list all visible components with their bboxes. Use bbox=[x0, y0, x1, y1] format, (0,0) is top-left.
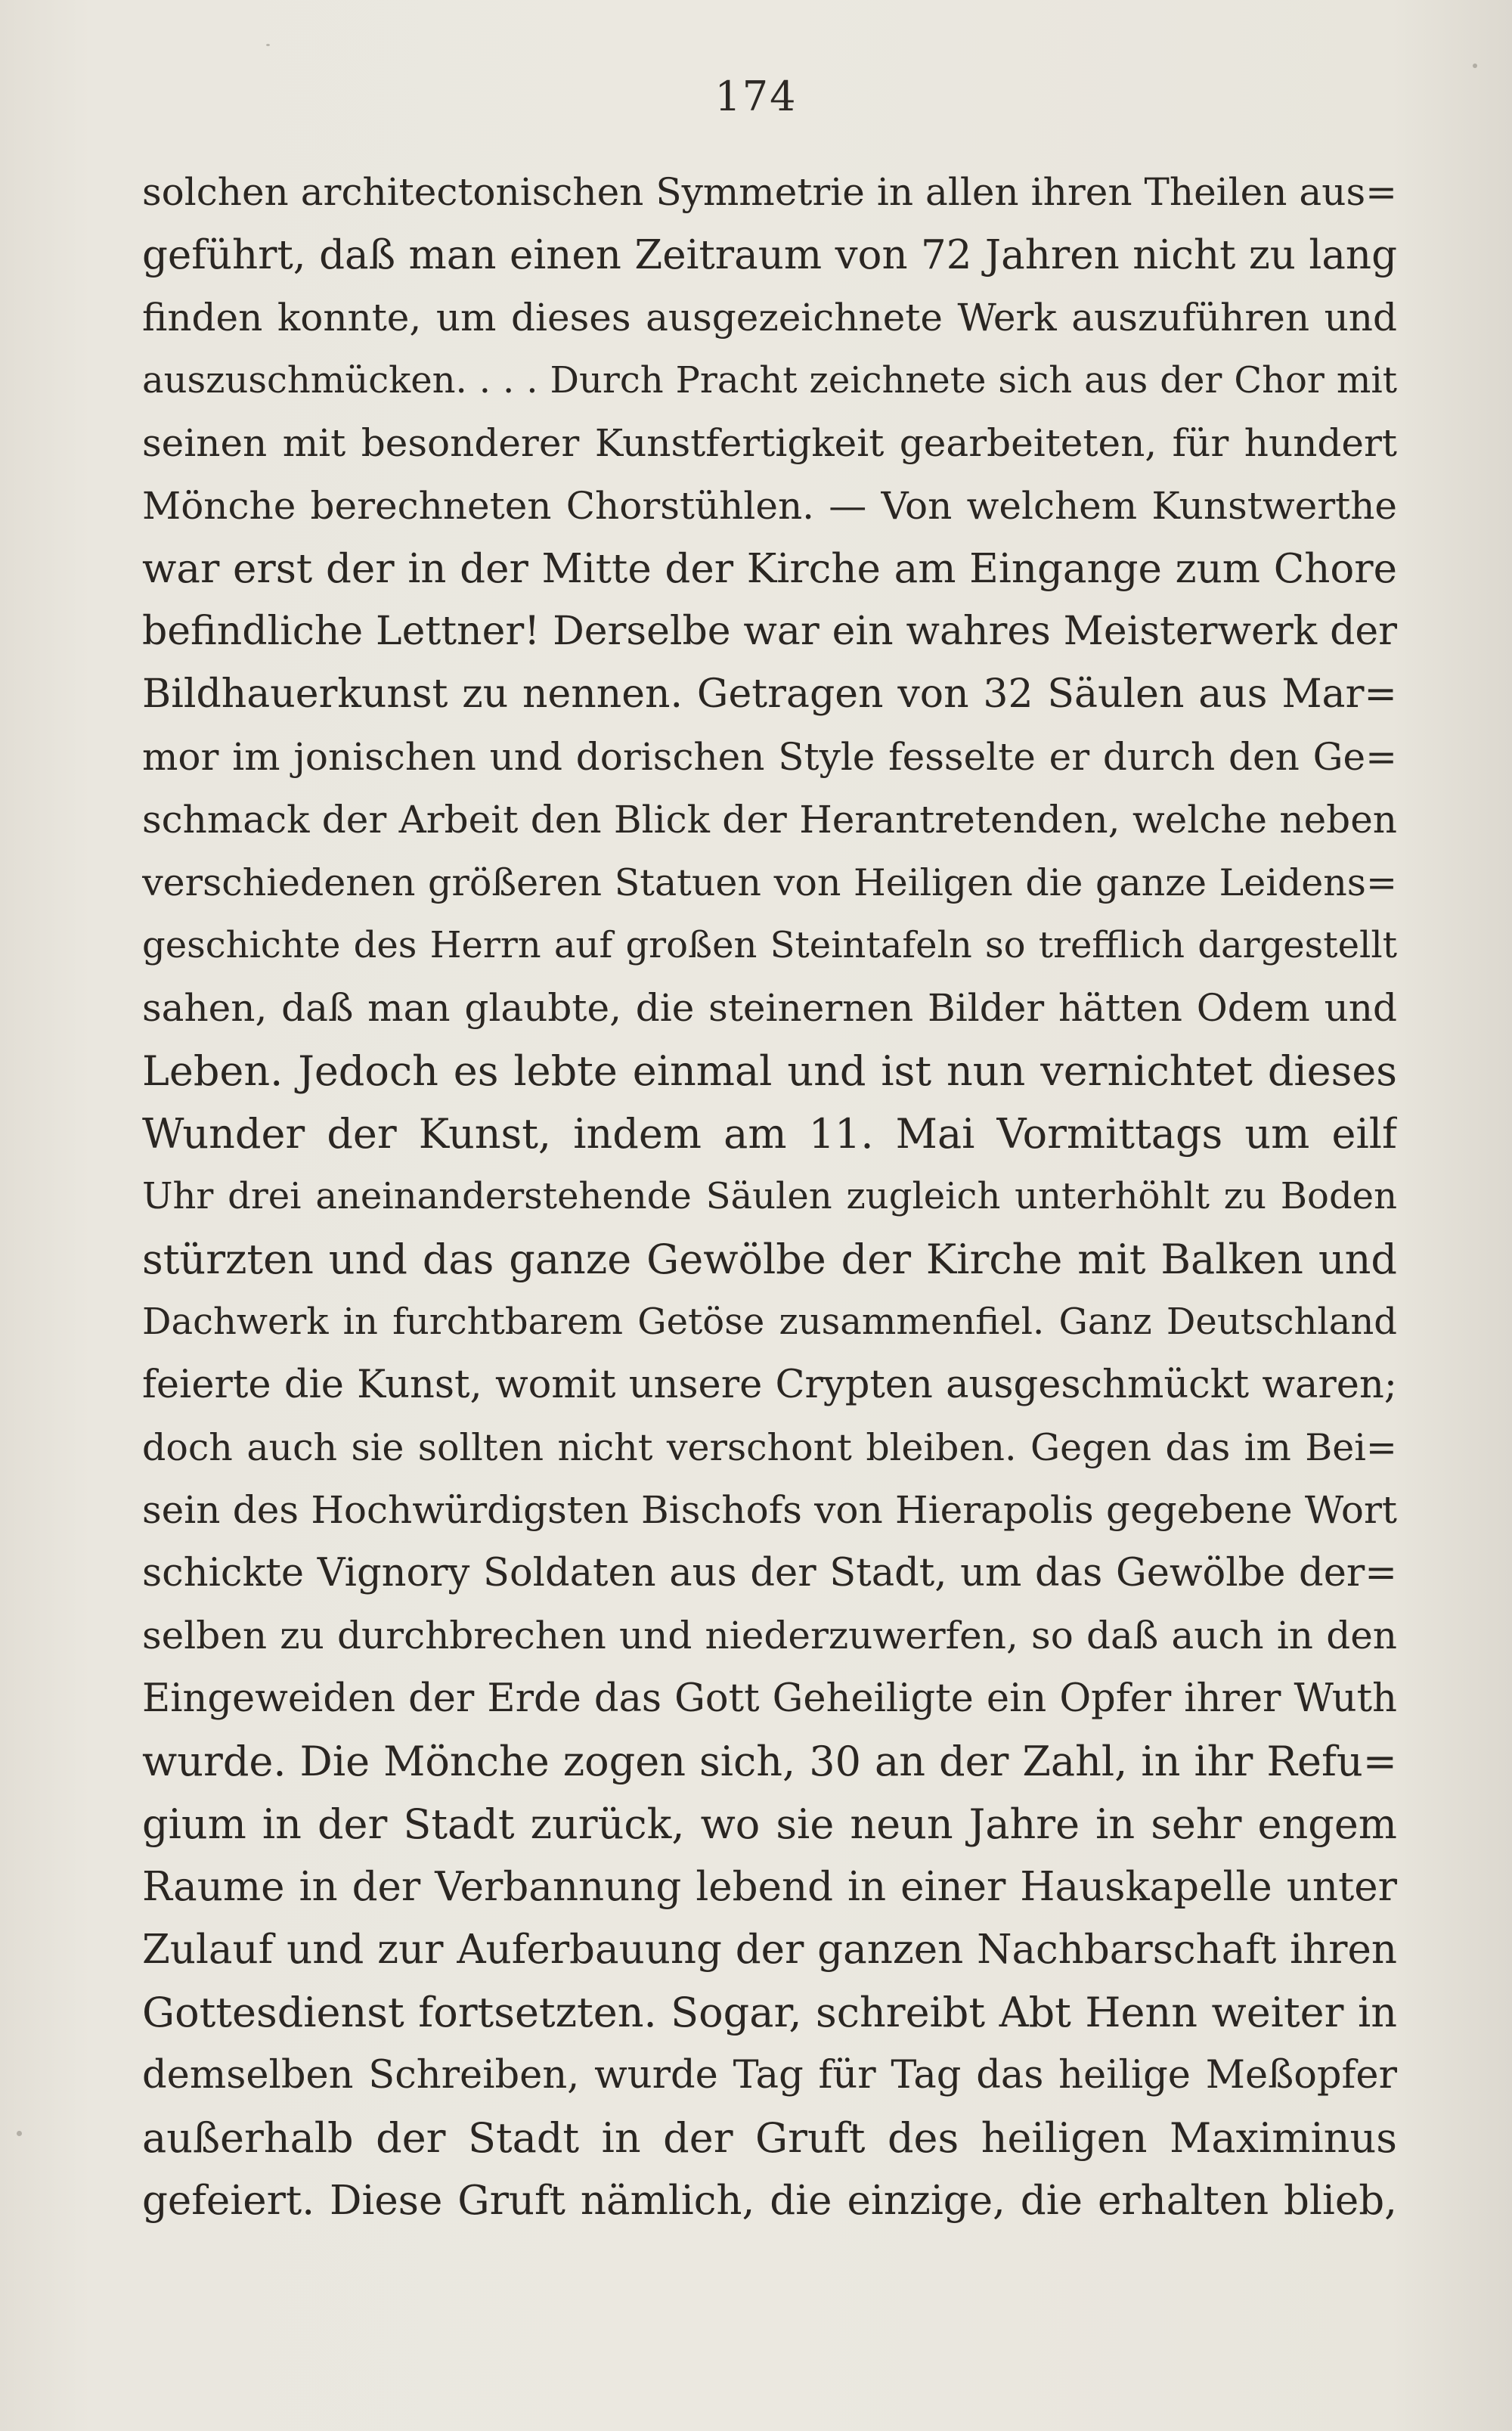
text-line: stürzten und das ganze Gewölbe der Kirche mit Balken und bbox=[142, 1236, 1397, 1283]
text-line: sahen, daß man glaubte, die steinernen Bilder hätten Odem und bbox=[142, 986, 1397, 1030]
text-line: selben zu durchbrechen und niederzuwerfen, so daß auch in den bbox=[142, 1614, 1397, 1657]
text-line: Uhr drei aneinanderstehende Säulen zugleich unterhöhlt zu Boden bbox=[142, 1175, 1397, 1217]
text-line: Zulauf und zur Auferbauung der ganzen Nachbarschaft ihren bbox=[142, 1927, 1397, 1973]
text-line: solchen architectonischen Symmetrie in allen ihren Theilen aus= bbox=[142, 170, 1397, 214]
text-line: war erst der in der Mitte der Kirche am Eingange zum Chore bbox=[142, 546, 1397, 592]
body-text bbox=[142, 161, 1397, 2232]
text-line: Mönche berechneten Chorstühlen. — Von welchem Kunstwerthe bbox=[142, 484, 1397, 528]
text-line: schmack der Arbeit den Blick der Herantretenden, welche neben bbox=[142, 798, 1397, 842]
text-line: befindliche Lettner! Derselbe war ein wahres Meisterwerk der bbox=[142, 609, 1397, 654]
text-line: sein des Hochwürdigsten Bischofs von Hierapolis gegebene Wort bbox=[142, 1488, 1397, 1532]
paper-speck bbox=[266, 44, 270, 46]
text-line: verschiedenen größeren Statuen von Heiligen die ganze Leidens= bbox=[142, 861, 1397, 904]
text-line: auszuschmücken. . . . Durch Pracht zeichnete sich aus der Chor mit bbox=[142, 359, 1397, 402]
text-line: seinen mit besonderer Kunstfertigkeit gearbeiteten, für hundert bbox=[142, 421, 1397, 465]
page-number: 174 bbox=[714, 73, 798, 120]
text-line: gefeiert. Diese Gruft nämlich, die einzige, die erhalten blieb, bbox=[142, 2178, 1397, 2224]
text-line: Leben. Jedoch es lebte einmal und ist nun vernichtet dieses bbox=[142, 1047, 1397, 1095]
text-line: außerhalb der Stadt in der Gruft des heiligen Maximinus bbox=[142, 2114, 1397, 2162]
text-line: mor im jonischen und dorischen Style fesselte er durch den Ge= bbox=[142, 735, 1397, 779]
text-line: Eingeweiden der Erde das Gott Geheiligte ein Opfer ihrer Wuth bbox=[142, 1676, 1397, 1721]
paper-speck bbox=[17, 2131, 22, 2136]
text-line: Wunder der Kunst, indem am 11. Mai Vormittags um eilf bbox=[142, 1110, 1397, 1158]
text-line: Raume in der Verbannung lebend in einer Hauskapelle unter bbox=[142, 1864, 1397, 1910]
text-line: Bildhauerkunst zu nennen. Getragen von 32 Säulen aus Mar= bbox=[142, 671, 1397, 717]
text-line: doch auch sie sollten nicht verschont bleiben. Gegen das im Bei= bbox=[142, 1426, 1397, 1469]
text-line: Gottesdienst fortsetzten. Sogar, schreibt Abt Henn weiter in bbox=[142, 1989, 1397, 2036]
text-line: demselben Schreiben, wurde Tag für Tag das heilige Meßopfer bbox=[142, 2053, 1397, 2098]
text-line: feierte die Kunst, womit unsere Crypten ausgeschmückt waren; bbox=[142, 1363, 1397, 1407]
text-line: wurde. Die Mönche zogen sich, 30 an der Zahl, in ihr Refu= bbox=[142, 1738, 1397, 1785]
text-line: schickte Vignory Soldaten aus der Stadt, um das Gewölbe der= bbox=[142, 1551, 1397, 1595]
text-line: gium in der Stadt zurück, wo sie neun Jahre in sehr engem bbox=[142, 1800, 1397, 1848]
text-line: finden konnte, um dieses ausgezeichnete Werk auszuführen und bbox=[142, 296, 1397, 340]
text-line: Dachwerk in furchtbarem Getöse zusammenfiel. Ganz Deutschland bbox=[142, 1301, 1397, 1343]
text-line: geschichte des Herrn auf großen Steintafeln so trefflich dargestellt bbox=[142, 924, 1397, 966]
text-line: geführt, daß man einen Zeitraum von 72 Jahren nicht zu lang bbox=[142, 232, 1397, 278]
